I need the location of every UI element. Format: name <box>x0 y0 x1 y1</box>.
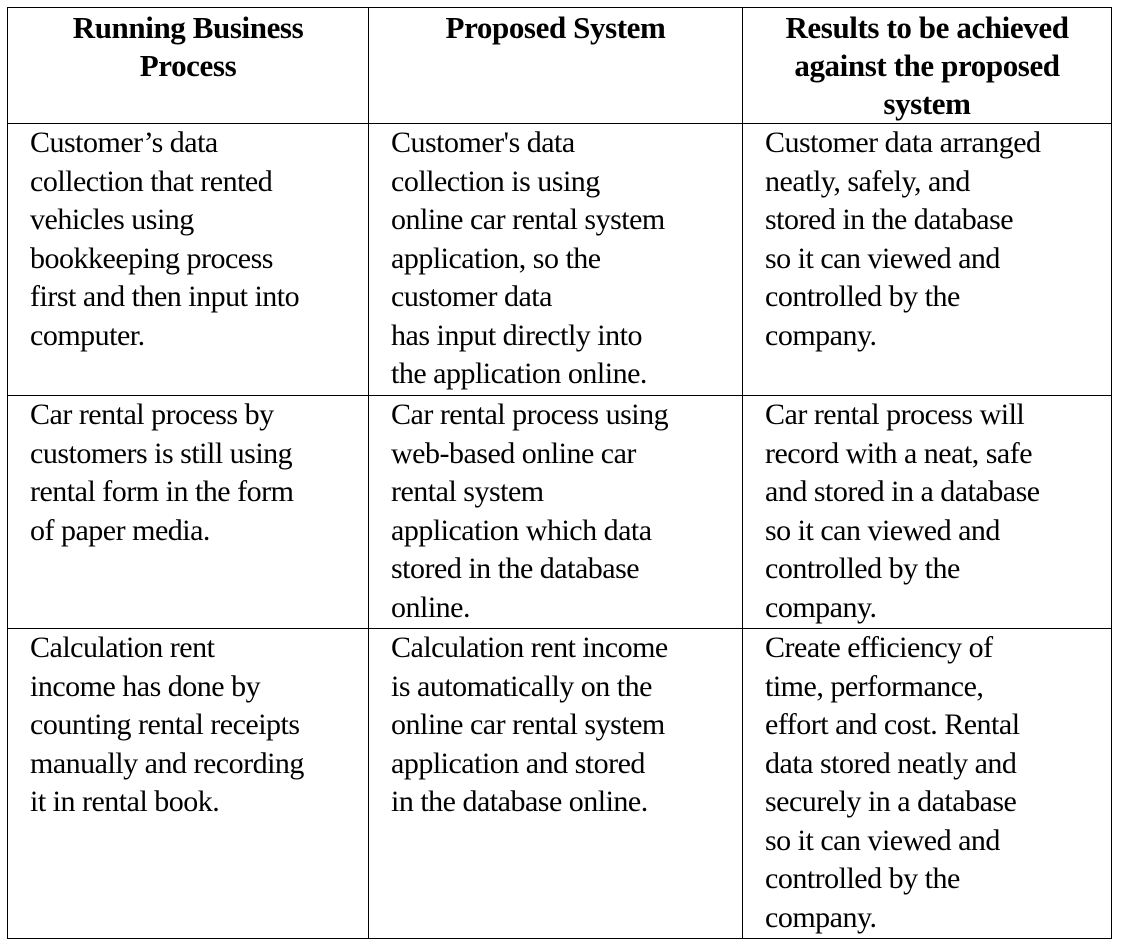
table-row <box>8 396 1112 629</box>
table-cell: Customer’s data collection that rented vehicles using bookkeeping process first and then input into computer. <box>8 124 369 396</box>
table-row <box>8 629 1112 939</box>
header-running-business-process: Running Business Process <box>8 8 369 124</box>
table-cell: Car rental process will record with a neat, safe and stored in a database so it can viewed and controlled by the company. <box>743 396 1112 629</box>
table-cell: Car rental process by customers is still using rental form in the form of paper media. <box>8 396 369 629</box>
comparison-table <box>7 7 1112 939</box>
table-row <box>8 124 1112 396</box>
table-cell: Car rental process using web-based online car rental system application which data stored in the database online. <box>369 396 743 629</box>
header-results-to-be-achieved: Results to be achieved against the proposed system <box>743 8 1112 124</box>
table-cell: Create efficiency of time, performance, effort and cost. Rental data stored neatly and securely in a database so it can viewed and controlled by the company. <box>743 629 1112 939</box>
table-cell: Customer data arranged neatly, safely, and stored in the database so it can viewed and controlled by the company. <box>743 124 1112 396</box>
table-header-row <box>8 8 1112 124</box>
table-cell: Calculation rent income has done by counting rental receipts manually and recording it in rental book. <box>8 629 369 939</box>
table-cell: Customer's data collection is using online car rental system application, so the customer data has input directly into the application online. <box>369 124 743 396</box>
header-proposed-system: Proposed System <box>369 8 743 124</box>
table-cell: Calculation rent income is automatically on the online car rental system application and stored in the database online. <box>369 629 743 939</box>
